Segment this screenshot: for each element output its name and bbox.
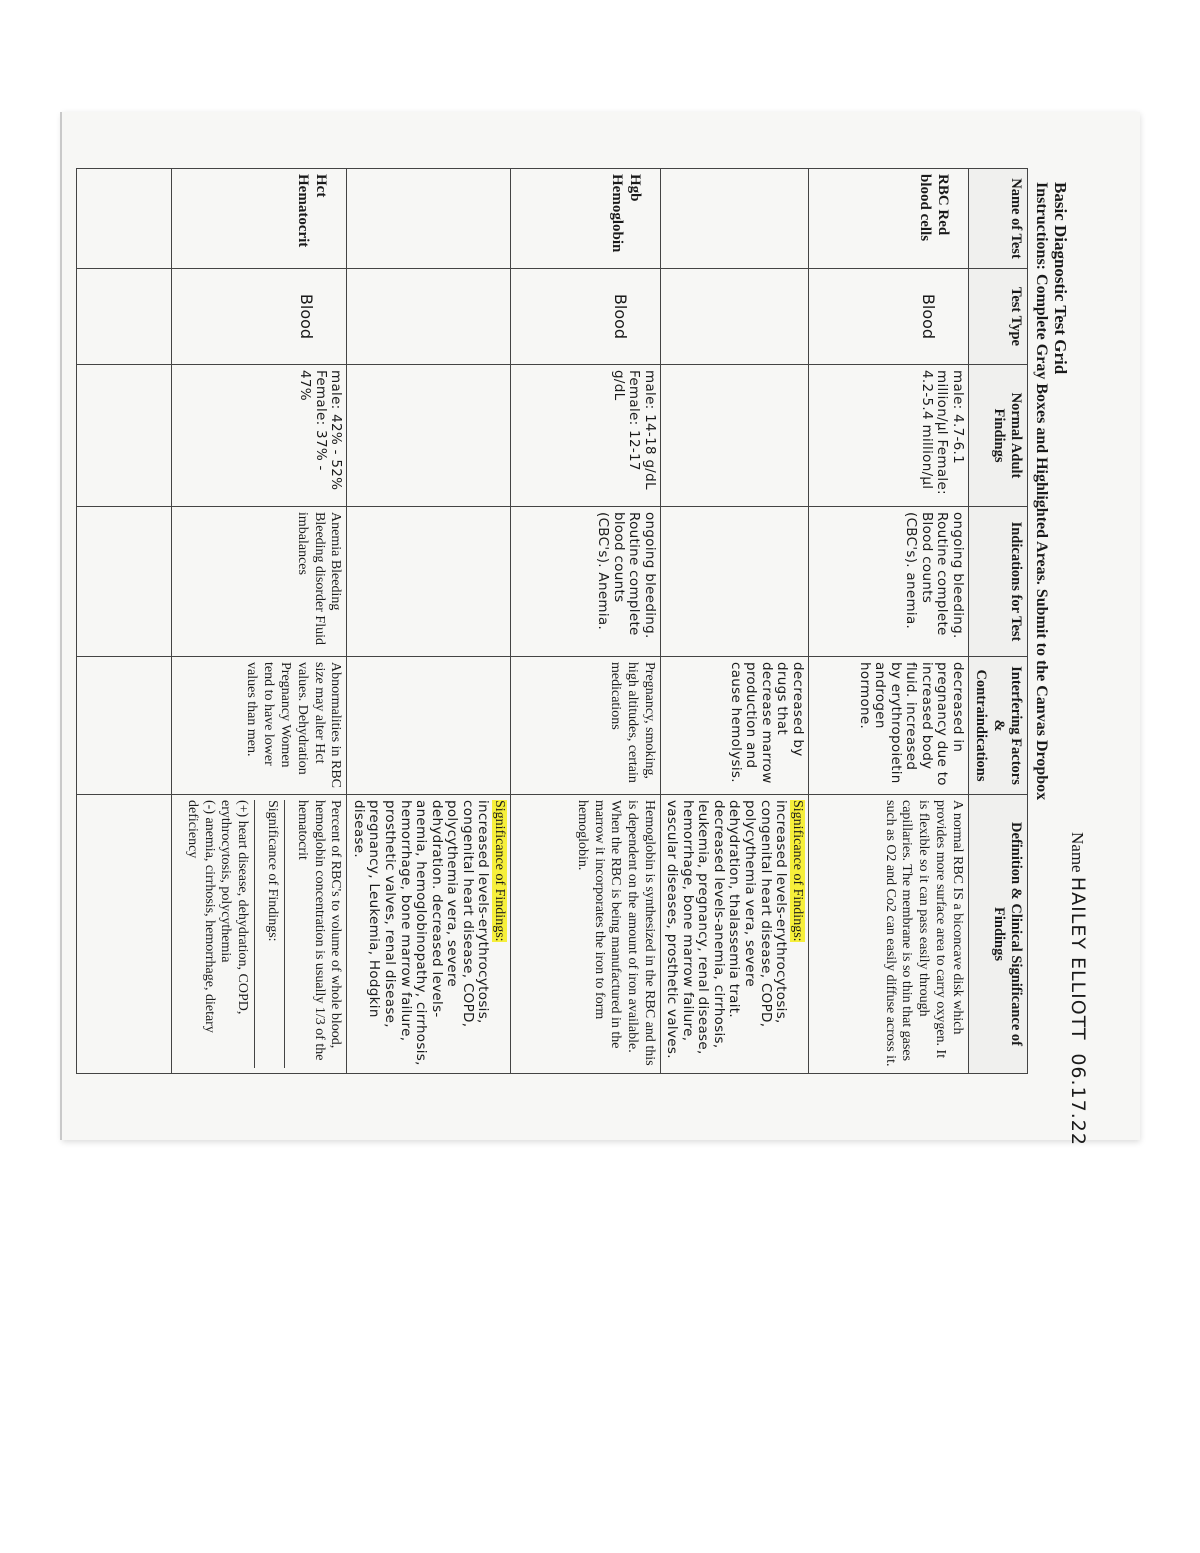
test-type: Blood: [808, 269, 968, 365]
col-indications: Indications for Test: [968, 507, 1027, 657]
indications: Anemia Bleeding Bleeding disorder Fluid imbalances: [172, 507, 347, 657]
date: 06.17.22: [1067, 1053, 1089, 1146]
divider: [284, 800, 285, 1068]
normal-findings: male: 42% - 52% Female: 37% - 47%: [172, 365, 347, 507]
normal-findings: male: 4.7-6.1 million/µl Female: 4.2-5.4 million/µl: [808, 365, 968, 507]
test-grid: [76, 168, 1028, 1074]
name-label: Name: [1068, 832, 1087, 873]
test-name: RBC Red blood cells: [808, 169, 968, 269]
test-name: Hgb Hemoglobin: [510, 169, 660, 269]
name-line: [1066, 832, 1088, 1146]
test-name: Hct Hematocrit: [172, 169, 347, 269]
table-row-rbc-significance: [660, 169, 808, 1074]
significance-label: Significance of Findings:: [491, 800, 507, 942]
col-interfering: Interfering Factors & Contraindications: [968, 657, 1027, 795]
indications: ongoing bleeding. Routine complete Blood counts (CBC's). anemia.: [808, 507, 968, 657]
significance-positive: (+) heart disease, dehydration, COPD, erythrocytosis, polycythemia: [218, 800, 251, 1015]
definition: Percent of RBC's to volume of whole blood, hemoglobin concentration is usually 1/3 of the hematocrit: [294, 800, 344, 1061]
document-page: [62, 112, 1140, 1146]
significance-label: Significance of Findings:: [265, 800, 281, 942]
interfering-factors: Abnormalities in RBC size may alter Hct values. Dehydration Pregnancy Women tend to have lower values than men.: [172, 657, 347, 795]
student-name: HAILEY ELLIOTT: [1067, 876, 1089, 1041]
significance-text: increased levels-erythrocytosis, congenital heart disease, COPD, polycythemia vera, severe dehydration. decreased levels-anemia, hemoglobinopathy, cirrhosis, hemorrhage, bone marrow failure, prosthetic valves, renal disease, pregnancy, Leukemia, Hodgkin disease.: [350, 800, 492, 1066]
significance-cell: [660, 795, 808, 1074]
test-type: Blood: [172, 269, 347, 365]
col-name-of-test: Name of Test: [968, 169, 1027, 269]
document-title: Basic Diagnostic Test Grid: [1051, 182, 1070, 375]
header-row: [968, 169, 1027, 1074]
table-row-bleedthrough: [77, 169, 172, 1074]
normal-findings: male: 14-18 g/dL Female: 12-17 g/dL: [510, 365, 660, 507]
definition-and-significance: [172, 795, 347, 1074]
significance-cell: [347, 795, 510, 1074]
table-row-hgb-significance: [347, 169, 510, 1074]
definition: Hemoglobin is synthesized in the RBC and this is dependent on the amount of iron available. When the RBC is being manufactured in the marrow it incorporates the iron to form hemoglobin.: [510, 795, 660, 1074]
interfering-factors: decreased by drugs that decrease marrow production and cause hemolysis.: [660, 657, 808, 795]
divider: [254, 800, 255, 1068]
significance-negative: (-) anemia, cirrhosis, hemorrhage, dietary deficiency: [184, 800, 217, 1033]
significance-text: increased levels-erythrocytosis, congenital heart disease, COPD, polycythemia vera, severe dehydration, thalassemia trait. decreased levels-anemia, cirrhosis, leukemia, pregnancy, renal disease, hemorrhage, bone marrow failure, vascular diseases, prosthetic valves.: [664, 800, 790, 1059]
table-row-hgb: [510, 169, 660, 1074]
col-test-type: Test Type: [968, 269, 1027, 365]
test-type: Blood: [510, 269, 660, 365]
table-row-hct: [172, 169, 347, 1074]
col-normal-findings: Normal Adult Findings: [968, 365, 1027, 507]
table-row-rbc: [808, 169, 968, 1074]
col-definition: Definition & Clinical Significance of Findings: [968, 795, 1027, 1074]
interfering-factors: Pregnancy, smoking, high altitudes, certain medications: [510, 657, 660, 795]
indications: ongoing bleeding. Routine complete blood counts (CBC's). Anemia.: [510, 507, 660, 657]
significance-label: Significance of Findings:: [789, 800, 805, 942]
instructions: Instructions: Complete Gray Boxes and Highlighted Areas. Submit to the Canvas Dropbox: [1033, 182, 1050, 801]
definition: A normal RBC IS a biconcave disk which provides more surface area to carry oxygen. It is flexible so it can pass easily through capillaries. The membrane is so thin that gases such as O2 and Co2 can easily diffuse across it.: [808, 795, 968, 1074]
interfering-factors: decreased in pregnancy due to increased body fluid. increased by erythropoietin androgen hormone.: [808, 657, 968, 795]
rotated-document: [62, 112, 1090, 1190]
